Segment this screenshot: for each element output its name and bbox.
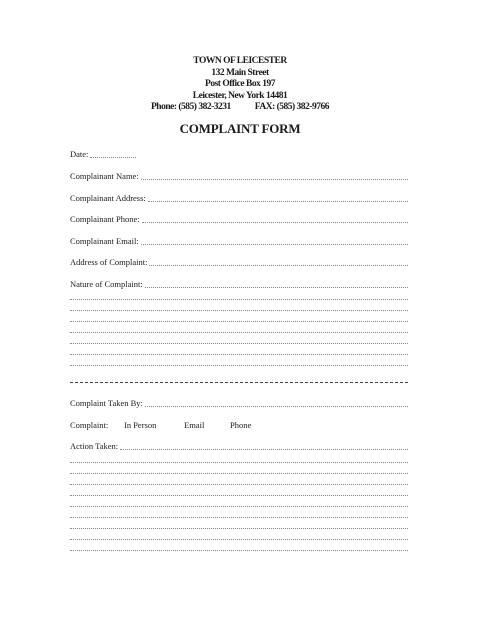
address-field[interactable] <box>148 201 408 202</box>
complaint-address-label: Address of Complaint: <box>70 257 148 267</box>
nature-field[interactable] <box>145 287 408 288</box>
name-field[interactable] <box>141 179 408 180</box>
date-row <box>70 149 136 160</box>
complaint-method-label: Complaint: <box>70 420 109 430</box>
option-in-person[interactable]: In Person <box>124 420 157 430</box>
action-line[interactable] <box>70 484 408 485</box>
action-line[interactable] <box>70 550 408 551</box>
name-row <box>70 171 408 182</box>
taken-by-row <box>70 398 408 409</box>
address-row <box>70 193 408 204</box>
nature-row <box>70 279 408 290</box>
nature-line[interactable] <box>70 343 408 344</box>
date-field[interactable] <box>90 157 136 158</box>
action-line[interactable] <box>70 495 408 496</box>
taken-by-label: Complaint Taken By: <box>70 398 143 408</box>
phone-number: Phone: (585) 382-3231 <box>151 102 231 112</box>
action-line[interactable] <box>70 462 408 463</box>
phone-row <box>70 214 408 225</box>
nature-line[interactable] <box>70 321 408 322</box>
action-line[interactable] <box>70 528 408 529</box>
action-row <box>70 441 408 452</box>
phone-field[interactable] <box>142 222 408 223</box>
fax-number: FAX: (585) 382-9766 <box>254 102 329 112</box>
nature-line[interactable] <box>70 365 408 366</box>
taken-by-field[interactable] <box>145 406 408 407</box>
address-label: Complainant Address: <box>70 193 146 203</box>
email-label: Complainant Email: <box>70 236 139 246</box>
action-label: Action Taken: <box>70 441 119 451</box>
action-line[interactable] <box>70 473 408 474</box>
complaint-method-row <box>70 420 251 431</box>
action-line[interactable] <box>70 506 408 507</box>
street-address: 132 Main Street <box>211 67 269 78</box>
email-field[interactable] <box>141 244 408 245</box>
action-line[interactable] <box>70 517 408 518</box>
nature-label: Nature of Complaint: <box>70 279 143 289</box>
po-box: Post Office Box 197 <box>205 79 275 89</box>
org-name: TOWN OF LEICESTER <box>193 56 287 66</box>
action-field[interactable] <box>120 449 408 450</box>
section-divider <box>70 382 408 383</box>
action-line[interactable] <box>70 539 408 540</box>
complaint-address-field[interactable] <box>149 265 408 266</box>
letterhead <box>0 56 480 114</box>
phone-label: Complainant Phone: <box>70 214 140 224</box>
nature-line[interactable] <box>70 354 408 355</box>
email-row <box>70 236 408 247</box>
date-label: Date: <box>70 149 89 159</box>
name-label: Complainant Name: <box>70 171 139 181</box>
option-phone[interactable]: Phone <box>230 420 252 430</box>
form-title: COMPLAINT FORM <box>179 121 301 136</box>
nature-line[interactable] <box>70 310 408 311</box>
option-email[interactable]: Email <box>184 420 205 430</box>
nature-line[interactable] <box>70 299 408 300</box>
contact-line <box>0 102 480 114</box>
complaint-address-row <box>70 257 408 268</box>
city-state-zip: Leicester, New York 14481 <box>192 90 288 101</box>
nature-line[interactable] <box>70 332 408 333</box>
